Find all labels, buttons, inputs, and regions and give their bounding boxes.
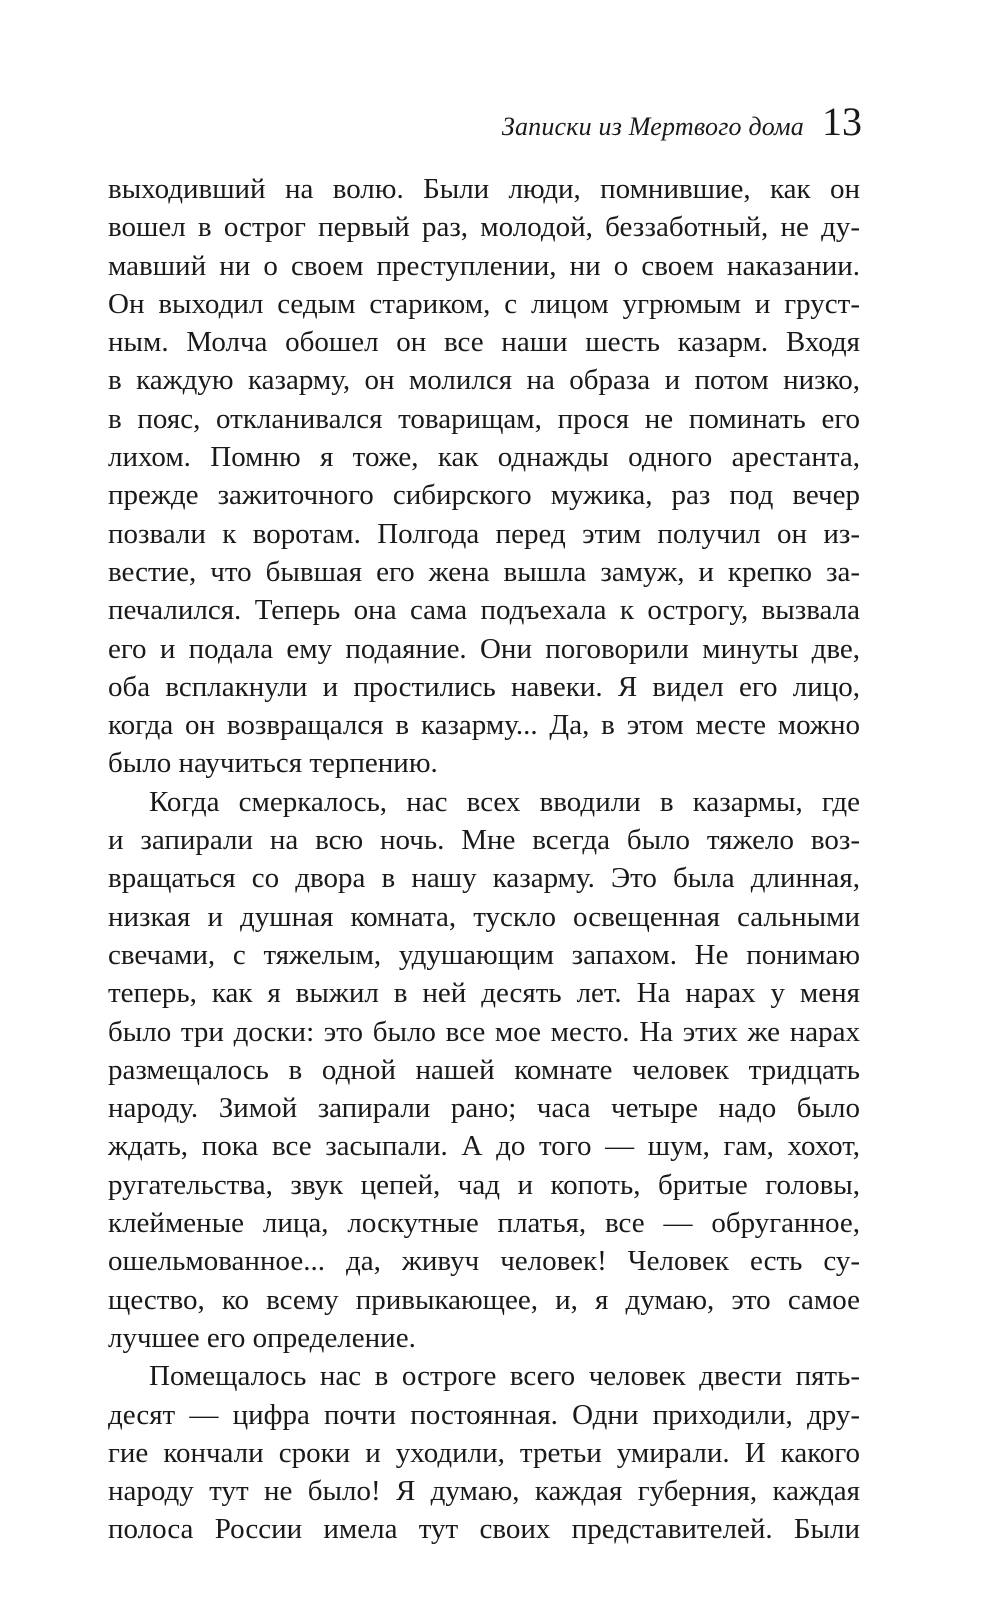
- text-line: клейменые лица, лоскутные платья, все — обруганное,: [108, 1207, 860, 1240]
- text-line: позвали к воротам. Полгода перед этим получил он из-: [108, 517, 860, 550]
- text-line: печалился. Теперь она сама подъехала к острогу, вызвала: [108, 594, 860, 627]
- paragraph: [108, 1357, 860, 1548]
- text-line: вестие, что бывшая его жена вышла замуж, и крепко за-: [108, 555, 860, 588]
- text-line: щество, ко всему привыкающее, и, я думаю, это самое: [108, 1283, 860, 1316]
- text-line: лучшее его определение.: [108, 1321, 416, 1354]
- text-line: теперь, как я выжил в ней десять лет. На нарах у меня: [108, 977, 860, 1010]
- text-line: в пояс, откланивался товарищам, прося не поминать его: [108, 402, 860, 435]
- paragraph: [108, 170, 860, 783]
- text-line: выходивший на волю. Были люди, помнившие, как он: [108, 173, 860, 205]
- text-line: Он выходил седым стариком, с лицом угрюмым и груст-: [108, 287, 860, 320]
- body-text: [108, 170, 860, 1549]
- text-line: размещалось в одной нашей комнате человек тридцать: [108, 1053, 860, 1086]
- text-line: ошельмованное... да, живуч человек! Человек есть су-: [108, 1245, 860, 1278]
- text-line: свечами, с тяжелым, удушающим запахом. Не понимаю: [108, 938, 860, 971]
- text-line: ным. Молча обошел он все наши шесть казарм. Входя: [108, 326, 860, 359]
- running-title: Записки из Мертвого дома: [501, 112, 804, 141]
- text-line: когда он возвращался в казарму... Да, в этом месте можно: [108, 709, 860, 742]
- text-line: десят — цифра почти постоянная. Одни приходили, дру-: [108, 1398, 860, 1431]
- text-line: и запирали на всю ночь. Мне всегда было тяжело воз-: [108, 824, 860, 857]
- page-number: 13: [822, 99, 862, 144]
- text-line: мавший ни о своем преступлении, ни о своем наказании.: [108, 249, 860, 282]
- text-line: народу тут не было! Я думаю, каждая губерния, каждая: [108, 1475, 860, 1508]
- text-line: Помещалось нас в остроге всего человек двести пять-: [149, 1360, 860, 1393]
- text-line: гие кончали сроки и уходили, третьи умирали. И какого: [108, 1436, 860, 1469]
- text-line: народу. Зимой запирали рано; часа четыре надо было: [108, 1092, 860, 1125]
- text-line: вошел в острог первый раз, молодой, беззаботный, не ду-: [108, 211, 860, 244]
- paragraph: [108, 783, 860, 1357]
- text-line: вращаться со двора в нашу казарму. Это была длинная,: [108, 862, 860, 895]
- text-line: в каждую казарму, он молился на образа и потом низко,: [108, 364, 860, 397]
- text-line: ждать, пока все засыпали. А до того — шум, гам, хохот,: [108, 1130, 860, 1163]
- text-line: низкая и душная комната, тускло освещенная сальными: [108, 900, 860, 933]
- text-line: оба всплакнули и простились навеки. Я видел его лицо,: [108, 670, 860, 703]
- text-line: ругательства, звук цепей, чад и копоть, бритые головы,: [108, 1168, 860, 1201]
- text-line: его и подала ему подаяние. Они поговорили минуты две,: [108, 632, 860, 665]
- text-line: было три доски: это было все мое место. На этих же нарах: [108, 1015, 860, 1048]
- text-line: полоса России имела тут своих представителей. Были: [108, 1513, 860, 1546]
- text-line: Когда смеркалось, нас всех вводили в казармы, где: [149, 785, 860, 818]
- running-head: [108, 98, 862, 145]
- text-line: было научиться терпению.: [108, 747, 438, 780]
- text-line: лихом. Помню я тоже, как однажды одного арестанта,: [108, 441, 860, 474]
- text-line: прежде зажиточного сибирского мужика, раз под вечер: [108, 479, 860, 512]
